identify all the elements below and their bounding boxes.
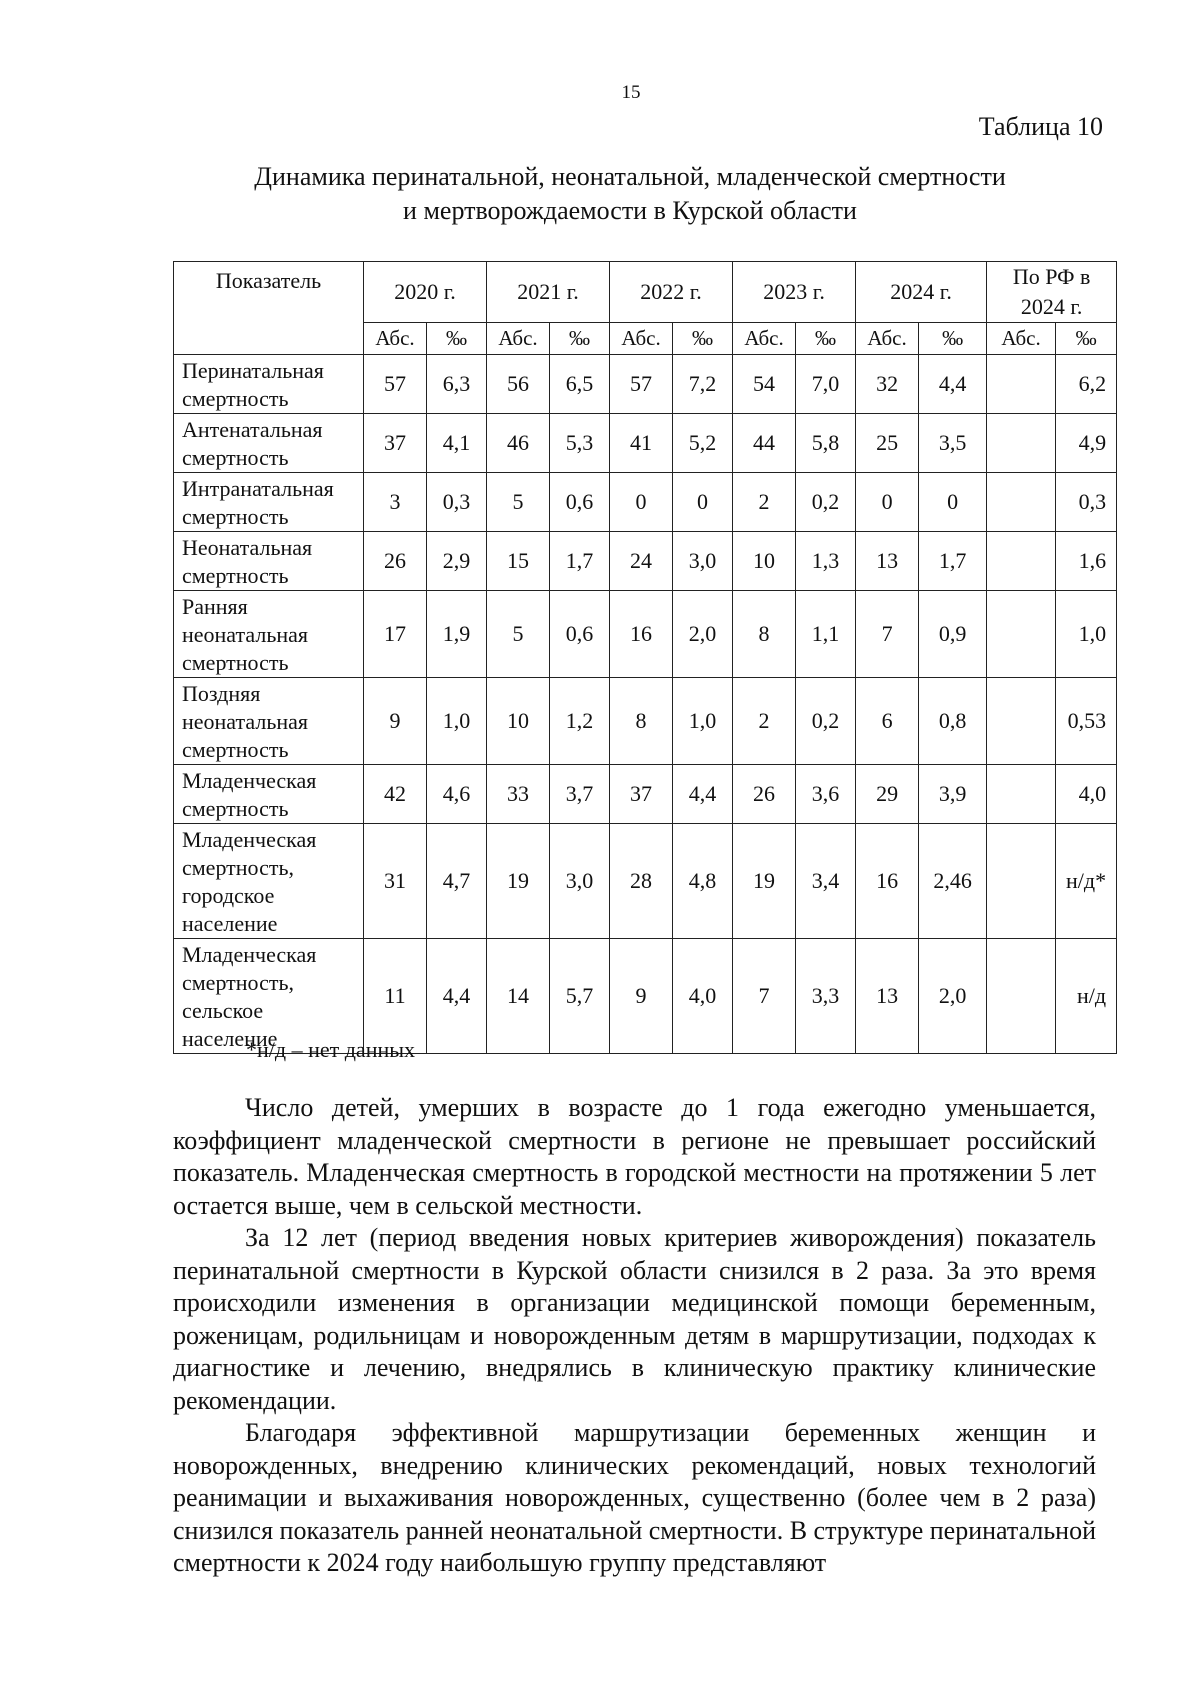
cell-rf-rate: 0,3 (1056, 473, 1117, 532)
cell-rf-abs (987, 532, 1056, 591)
cell-abs: 15 (487, 532, 550, 591)
body-text (173, 1092, 1096, 1580)
cell-rf-abs (987, 939, 1056, 1054)
cell-rate: 0 (673, 473, 733, 532)
cell-rf-rate: н/д (1056, 939, 1117, 1054)
cell-abs: 2 (733, 678, 796, 765)
cell-rf-abs (987, 591, 1056, 678)
row-label-line: Младенческая (182, 768, 317, 793)
paragraph: Число детей, умерших в возрасте до 1 года ежегодно уменьшается, коэффициент младенческой смертности в регионе не превышает российский показатель. Младенческая смертность в городской местности на протяжении 5 лет остается выше, чем в сельской местности. (173, 1093, 1096, 1220)
cell-rate: 0,3 (427, 473, 487, 532)
subheader-permille: ‰ (673, 323, 733, 355)
table-row (174, 532, 1117, 591)
year-header: 2022 г. (610, 262, 733, 323)
row-label-line: смертность (182, 386, 289, 411)
cell-rate: 4,7 (427, 824, 487, 939)
subheader-abs: Абс. (733, 323, 796, 355)
year-header: 2023 г. (733, 262, 856, 323)
cell-abs: 0 (856, 473, 919, 532)
row-label-line: смертность (182, 563, 289, 588)
table-row (174, 473, 1117, 532)
cell-abs: 13 (856, 532, 919, 591)
subheader-permille: ‰ (550, 323, 610, 355)
cell-rate: 4,1 (427, 414, 487, 473)
table-title-line: Динамика перинатальной, неонатальной, младенческой смертности (254, 162, 1006, 191)
rf-header (987, 262, 1117, 323)
cell-rate: 5,3 (550, 414, 610, 473)
cell-abs: 16 (610, 591, 673, 678)
row-label-line: смертность, (182, 855, 295, 880)
cell-rate: 5,2 (673, 414, 733, 473)
cell-abs: 19 (733, 824, 796, 939)
row-label (174, 532, 364, 591)
table-row (174, 355, 1117, 414)
rf-header-line: По РФ в (1012, 264, 1091, 289)
cell-rate: 4,8 (673, 824, 733, 939)
cell-abs: 57 (364, 355, 427, 414)
cell-abs: 28 (610, 824, 673, 939)
cell-abs: 26 (364, 532, 427, 591)
row-label-line: Младенческая (182, 942, 317, 967)
cell-abs: 44 (733, 414, 796, 473)
table-title-line: и мертворождаемости в Курской области (403, 196, 857, 225)
cell-rf-abs (987, 824, 1056, 939)
cell-abs: 46 (487, 414, 550, 473)
cell-rate: 0,2 (796, 678, 856, 765)
row-label-line: Антенатальная (182, 417, 323, 442)
page-number: 15 (621, 82, 641, 103)
cell-abs: 16 (856, 824, 919, 939)
row-label (174, 473, 364, 532)
cell-abs: 10 (487, 678, 550, 765)
row-label-line: смертность (182, 445, 289, 470)
cell-abs: 9 (610, 939, 673, 1054)
cell-rate: 0,8 (919, 678, 987, 765)
cell-rf-abs (987, 765, 1056, 824)
cell-rate: 7,0 (796, 355, 856, 414)
cell-abs: 41 (610, 414, 673, 473)
cell-rate: 0,6 (550, 473, 610, 532)
cell-abs: 42 (364, 765, 427, 824)
table-row (174, 824, 1117, 939)
cell-rf-rate: 4,0 (1056, 765, 1117, 824)
cell-rf-abs (987, 414, 1056, 473)
table-row (174, 591, 1117, 678)
cell-abs: 33 (487, 765, 550, 824)
cell-rate: 1,7 (919, 532, 987, 591)
cell-rate: 2,0 (673, 591, 733, 678)
cell-rate: 3,3 (796, 939, 856, 1054)
table-row (174, 678, 1117, 765)
cell-abs: 37 (610, 765, 673, 824)
cell-abs: 2 (733, 473, 796, 532)
year-header: 2024 г. (856, 262, 987, 323)
cell-rate: 3,5 (919, 414, 987, 473)
cell-rate: 4,4 (673, 765, 733, 824)
cell-rf-abs (987, 473, 1056, 532)
cell-rate: 0 (919, 473, 987, 532)
cell-rate: 6,3 (427, 355, 487, 414)
cell-abs: 19 (487, 824, 550, 939)
subheader-permille: ‰ (919, 323, 987, 355)
cell-rate: 3,0 (673, 532, 733, 591)
year-header: 2020 г. (364, 262, 487, 323)
cell-abs: 17 (364, 591, 427, 678)
subheader-permille: ‰ (1056, 323, 1117, 355)
row-label-line: Поздняя (182, 681, 261, 706)
footnote: *н/д – нет данных (246, 1037, 416, 1062)
year-header: 2021 г. (487, 262, 610, 323)
row-label-line: сельское (182, 998, 264, 1023)
cell-rf-rate: 4,9 (1056, 414, 1117, 473)
cell-rate: 1,1 (796, 591, 856, 678)
cell-rate: 0,6 (550, 591, 610, 678)
cell-rate: 0,9 (919, 591, 987, 678)
cell-rf-rate: 6,2 (1056, 355, 1117, 414)
cell-abs: 5 (487, 591, 550, 678)
cell-abs: 10 (733, 532, 796, 591)
cell-abs: 25 (856, 414, 919, 473)
cell-abs: 26 (733, 765, 796, 824)
cell-rate: 2,9 (427, 532, 487, 591)
row-label-line: смертность (182, 796, 289, 821)
row-label (174, 591, 364, 678)
cell-rf-abs (987, 678, 1056, 765)
row-label-line: Перинатальная (182, 358, 324, 383)
cell-rate: 1,9 (427, 591, 487, 678)
cell-rf-rate: н/д* (1056, 824, 1117, 939)
row-label-line: смертность (182, 504, 289, 529)
cell-rate: 1,0 (427, 678, 487, 765)
cell-rate: 0,2 (796, 473, 856, 532)
cell-abs: 3 (364, 473, 427, 532)
cell-rate: 3,0 (550, 824, 610, 939)
subheader-abs: Абс. (364, 323, 427, 355)
row-label-line: неонатальная (182, 709, 309, 734)
cell-rate: 6,5 (550, 355, 610, 414)
row-label-line: Интранатальная (182, 476, 334, 501)
cell-rf-abs (987, 355, 1056, 414)
cell-rate: 5,8 (796, 414, 856, 473)
cell-abs: 8 (733, 591, 796, 678)
indicator-header: Показатель (174, 262, 364, 355)
row-label-line: население (182, 911, 278, 936)
cell-abs: 24 (610, 532, 673, 591)
cell-rate: 2,46 (919, 824, 987, 939)
cell-abs: 7 (856, 591, 919, 678)
row-label-line: смертность (182, 737, 289, 762)
subheader-abs: Абс. (987, 323, 1056, 355)
cell-rate: 4,0 (673, 939, 733, 1054)
cell-abs: 11 (364, 939, 427, 1054)
cell-rate: 1,0 (673, 678, 733, 765)
cell-rate: 3,7 (550, 765, 610, 824)
cell-rate: 4,4 (919, 355, 987, 414)
row-label (174, 824, 364, 939)
cell-abs: 9 (364, 678, 427, 765)
cell-abs: 57 (610, 355, 673, 414)
rf-header-line: 2024 г. (1020, 294, 1083, 319)
cell-abs: 5 (487, 473, 550, 532)
cell-rate: 1,7 (550, 532, 610, 591)
cell-rate: 5,7 (550, 939, 610, 1054)
table-row (174, 765, 1117, 824)
subheader-permille: ‰ (427, 323, 487, 355)
row-label-line: городское (182, 883, 275, 908)
subheader-abs: Абс. (487, 323, 550, 355)
cell-abs: 0 (610, 473, 673, 532)
row-label-line: Младенческая (182, 827, 317, 852)
table-label: Таблица 10 (978, 112, 1103, 141)
cell-rf-rate: 0,53 (1056, 678, 1117, 765)
subheader-abs: Абс. (856, 323, 919, 355)
cell-rf-rate: 1,6 (1056, 532, 1117, 591)
row-label-line: Неонатальная (182, 535, 313, 560)
row-label-line: население (182, 1026, 278, 1051)
row-label (174, 414, 364, 473)
row-label-line: смертность, (182, 970, 295, 995)
subheader-abs: Абс. (610, 323, 673, 355)
cell-rate: 1,3 (796, 532, 856, 591)
cell-abs: 14 (487, 939, 550, 1054)
table-title (170, 160, 1090, 228)
row-label-line: неонатальная (182, 622, 309, 647)
cell-rate: 7,2 (673, 355, 733, 414)
row-label-line: Ранняя (182, 594, 248, 619)
mortality-table (173, 261, 1117, 1054)
cell-abs: 13 (856, 939, 919, 1054)
cell-abs: 54 (733, 355, 796, 414)
cell-rate: 3,4 (796, 824, 856, 939)
table-row (174, 414, 1117, 473)
cell-rate: 3,6 (796, 765, 856, 824)
row-label (174, 765, 364, 824)
cell-abs: 7 (733, 939, 796, 1054)
cell-abs: 56 (487, 355, 550, 414)
cell-rf-rate: 1,0 (1056, 591, 1117, 678)
cell-rate: 2,0 (919, 939, 987, 1054)
cell-rate: 3,9 (919, 765, 987, 824)
row-label (174, 678, 364, 765)
cell-rate: 4,6 (427, 765, 487, 824)
paragraph: За 12 лет (период введения новых критериев живорождения) показатель перинатальной смертности в Курской области снизился в 2 раза. За это время происходили изменения в организации медицинской помощи беременным, роженицам, родильницам и новорожденным детям в маршрутизации, подходах к диагностике и лечению, внедрялись в клиническую практику клинические рекомендации. (173, 1223, 1096, 1415)
row-label (174, 355, 364, 414)
cell-rate: 4,4 (427, 939, 487, 1054)
cell-abs: 29 (856, 765, 919, 824)
cell-rate: 1,2 (550, 678, 610, 765)
cell-abs: 8 (610, 678, 673, 765)
subheader-permille: ‰ (796, 323, 856, 355)
paragraph: Благодаря эффективной маршрутизации беременных женщин и новорожденных, внедрению клинических рекомендаций, новых технологий реанимации и выхаживания новорожденных, существенно (более чем в 2 раза) снизился показатель ранней неонатальной смертности. В структуре перинатальной смертности к 2024 году наибольшую группу представляют (173, 1418, 1097, 1577)
row-label-line: смертность (182, 650, 289, 675)
cell-abs: 6 (856, 678, 919, 765)
cell-abs: 31 (364, 824, 427, 939)
cell-abs: 37 (364, 414, 427, 473)
cell-abs: 32 (856, 355, 919, 414)
